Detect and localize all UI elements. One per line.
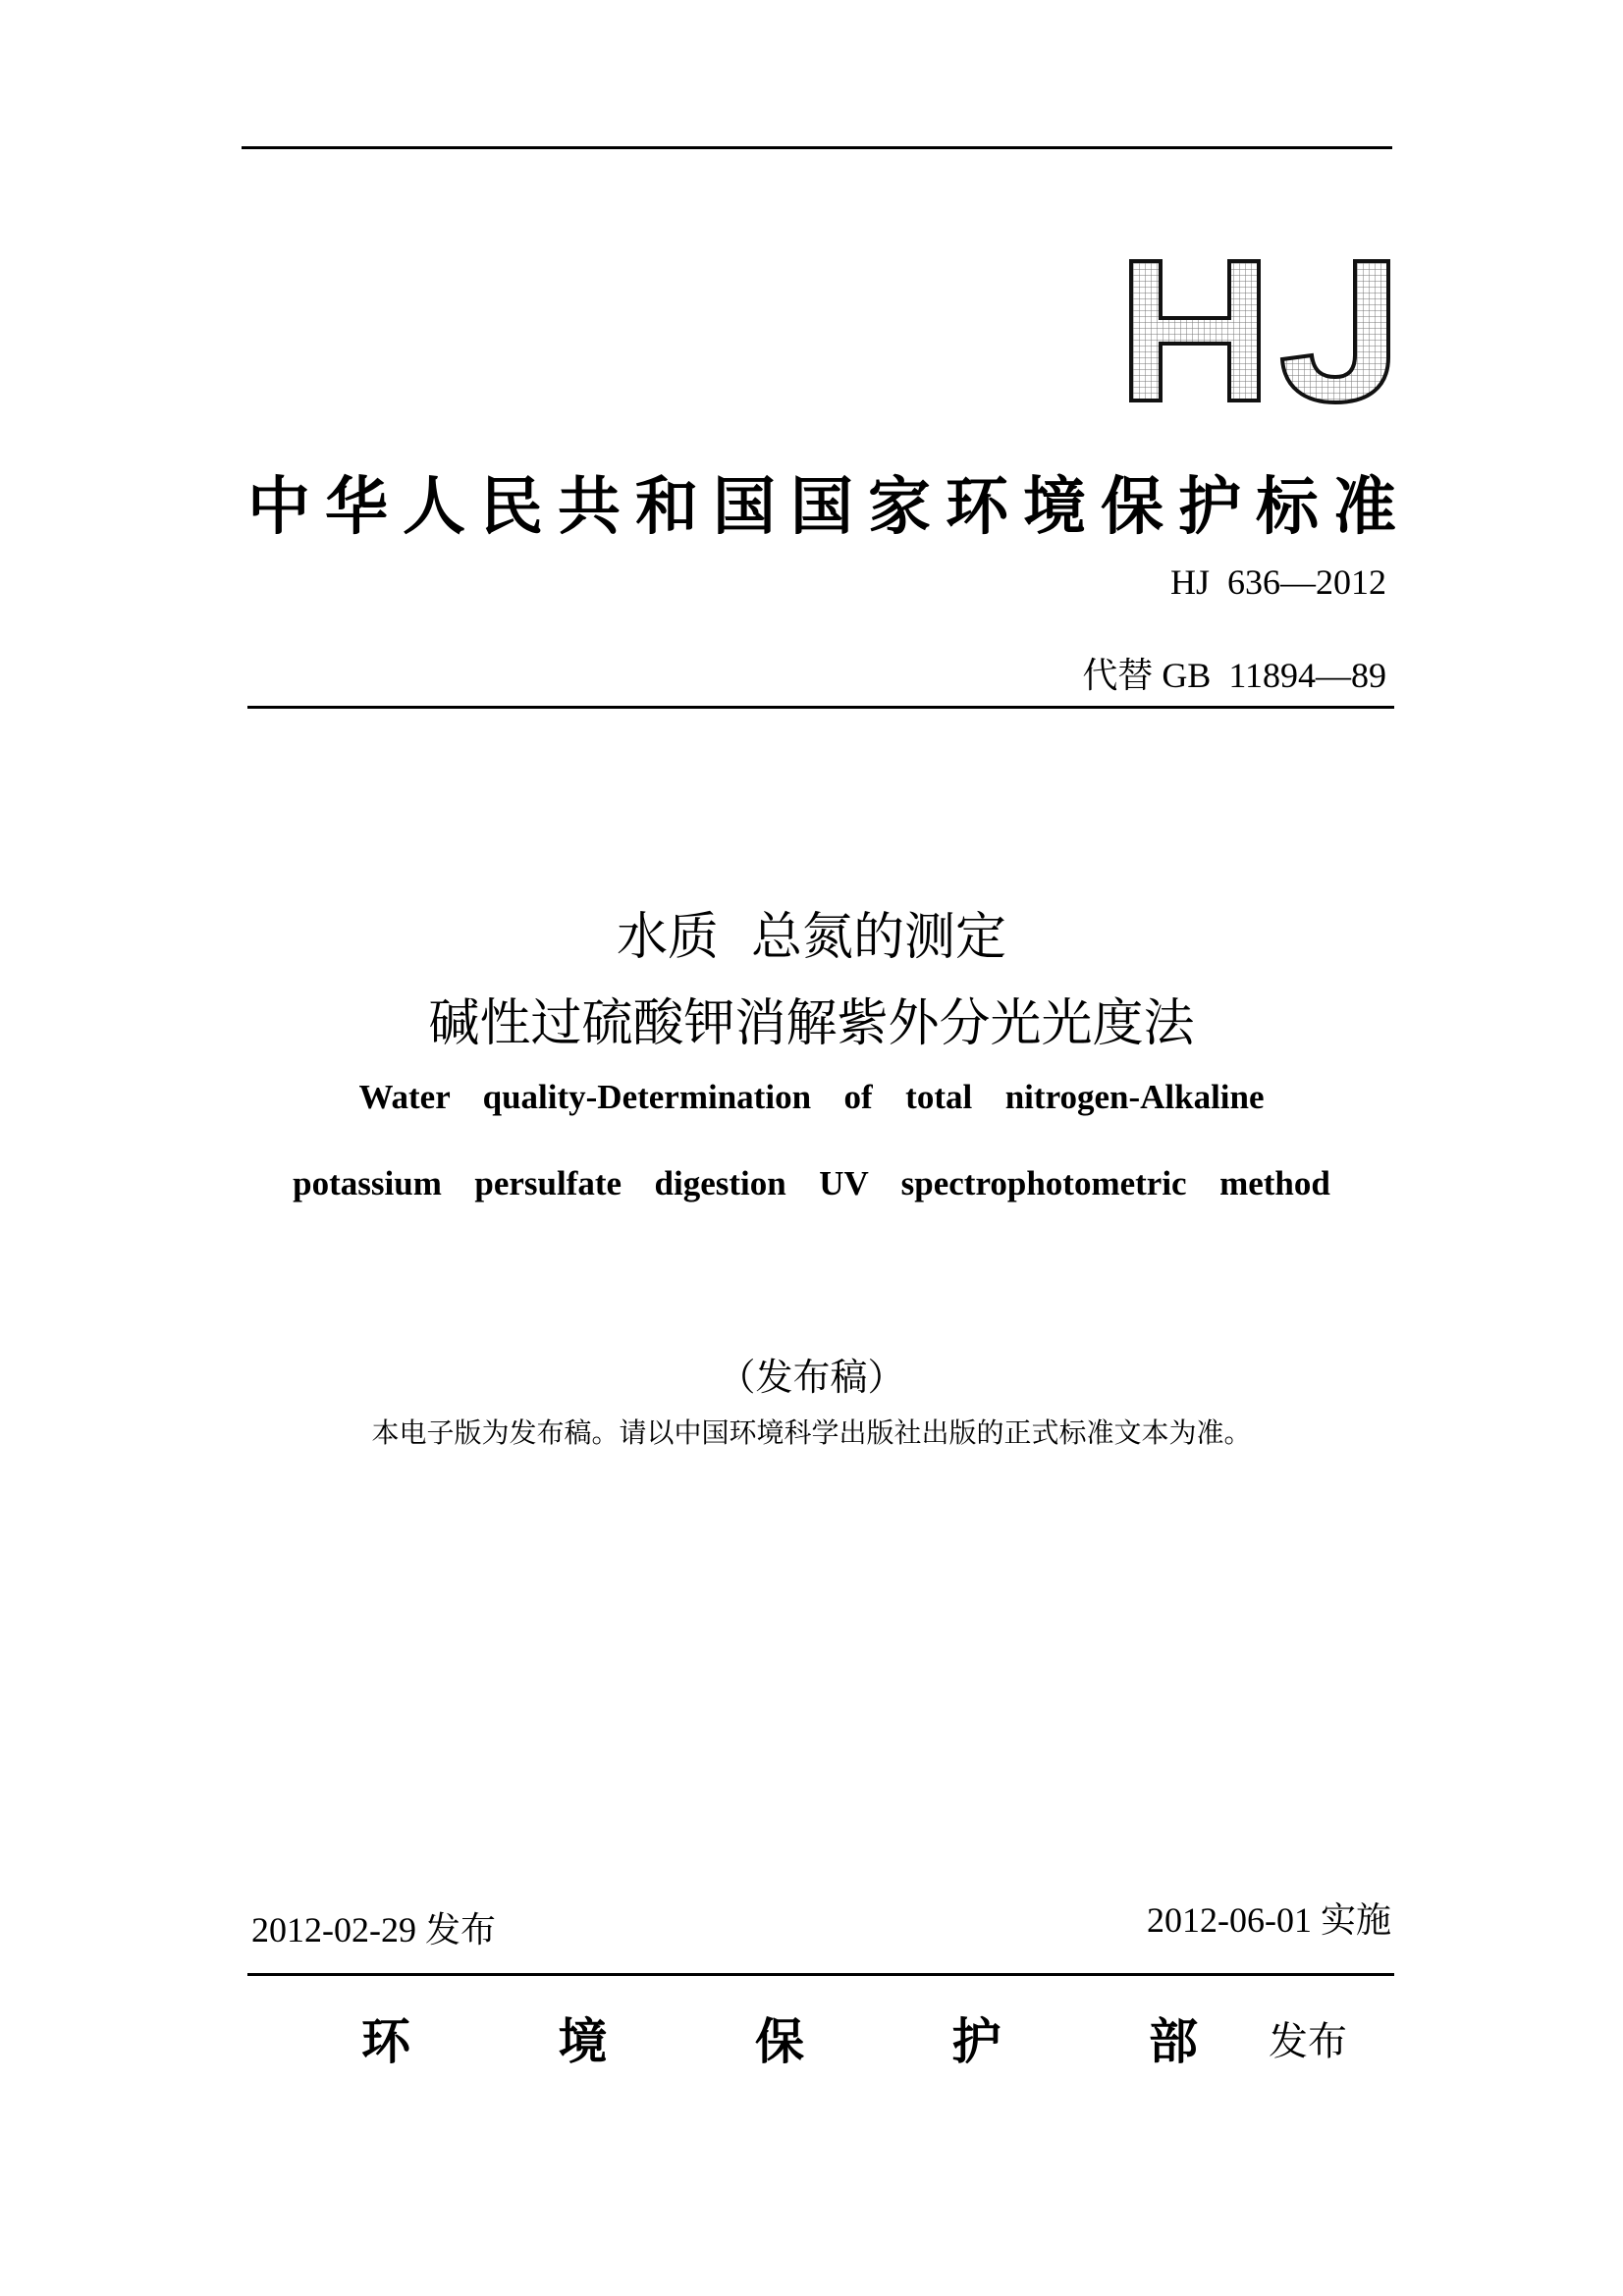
replaces-standard: 代替 GB 11894—89 [1082,656,1386,695]
publisher-char: 境 [558,2013,608,2070]
logo-text: HJ [1127,257,1129,258]
top-rule [242,146,1392,149]
footer-rule [247,1973,1394,1976]
hj-logo [1127,257,1394,404]
draft-note: 本电子版为发布稿。请以中国环境科学出版社出版的正式标准文本为准。 [371,1416,1252,1449]
cn-title-line2: 碱性过硫酸钾消解紫外分光光度法 [428,994,1195,1053]
issue-date: 2012-02-29 发布 [251,1910,496,1949]
effective-date: 2012-06-01 实施 [1147,1900,1391,1940]
en-title-line2: potassium persulfate digestion UV spectrophotometric method [293,1164,1330,1202]
en-title-line1: Water quality-Determination of total nitrogen-Alkaline [358,1078,1265,1116]
publish-verb: 发布 [1269,2019,1347,2064]
draft-label: （发布稿） [718,1356,905,1399]
publisher-name [361,2002,1198,2073]
standard-code: HJ 636—2012 [1169,562,1386,602]
org-title: 中华人民共和国国家环境保护标准 [247,471,1398,544]
cn-title-line1: 水质 总氮的测定 [616,908,1007,967]
publisher-char: 保 [755,2013,804,2070]
publisher-char: 部 [1149,2013,1198,2070]
header-rule [247,706,1394,709]
publisher-char: 环 [361,2013,410,2070]
publisher-char: 护 [951,2013,1001,2070]
